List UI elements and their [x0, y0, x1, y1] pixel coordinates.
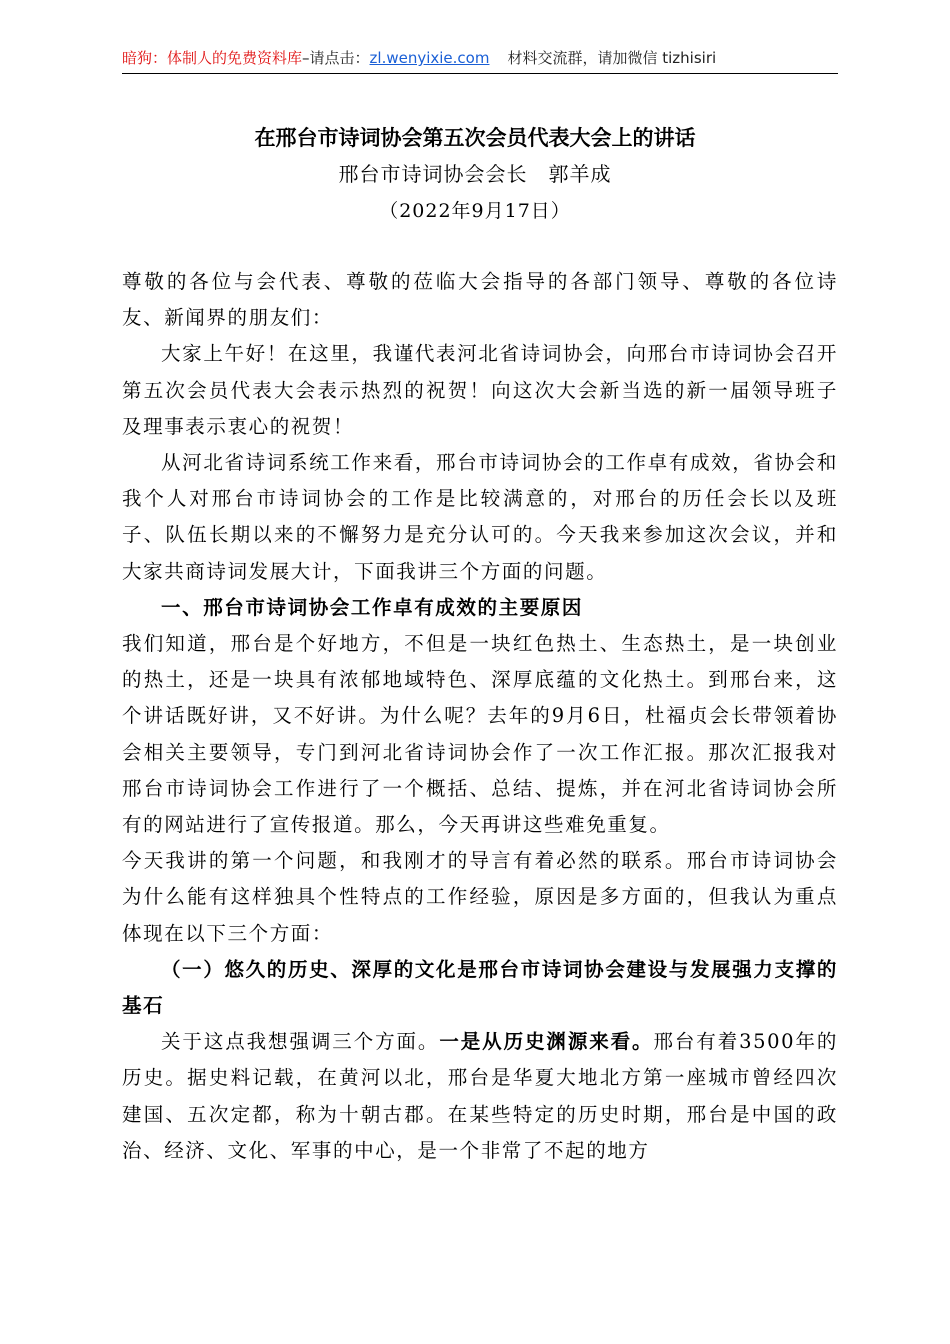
paragraph: 大家上午好！在这里，我谨代表河北省诗词协会，向邢台市诗词协会召开第五次会员代表大会表示热烈的祝贺！向这次大会新当选的新一届领导班子及理事表示衷心的祝贺！ — [122, 342, 838, 438]
paragraph: 今天我讲的第一个问题，和我刚才的导言有着必然的联系。邢台市诗词协会为什么能有这样独具个性特点的工作经验，原因是多方面的，但我认为重点体现在以下三个方面： — [122, 849, 838, 945]
paragraph: 我们知道，邢台是个好地方，不但是一块红色热土、生态热土，是一块创业的热土，还是一块具有浓郁地域特色、深厚底蕴的文化热土。到邢台来，这个讲话既好讲，又不好讲。为什么呢？去年的9月6日，杜福贞会长带领着协会相关主要领导，专门到河北省诗词协会作了一次工作汇报。那次汇报我对邢台市诗词协会工作进行了一个概括、总结、提炼，并在河北省诗词协会所有的网站进行了宣传报道。那么，今天再讲这些难免重复。 — [122, 632, 838, 837]
page-header — [122, 47, 838, 74]
document-title: 在邢台市诗词协会第五次会员代表大会上的讲话 — [254, 125, 696, 150]
document-date: （2022年9月17日） — [379, 200, 571, 222]
header-note: 材料交流群，请加微信 tizhisiri — [507, 49, 717, 67]
salutation: 尊敬的各位与会代表、尊敬的莅临大会指导的各部门领导、尊敬的各位诗友、新闻界的朋友们： — [122, 270, 838, 330]
document-body — [122, 264, 838, 1169]
document-author: 邢台市诗词协会会长 郭羊成 — [338, 162, 612, 186]
section-heading: 一、邢台市诗词协会工作卓有成效的主要原因 — [161, 595, 584, 619]
header-link[interactable]: zl.wenyixie.com — [369, 49, 490, 67]
paragraph-emphasis: 一是从历史渊源来看。 — [439, 1030, 654, 1054]
paragraph-rest: 邢台有着3500年的历史。据史料记载，在黄河以北，邢台是华夏大地北方第一座城市曾经四次建国、五次定都，称为十朝古郡。在某些特定的历史时期，邢台是中国的政治、经济、文化、军事的中心，是一个非常了不起的地方 — [122, 1030, 838, 1162]
paragraph — [122, 1024, 838, 1169]
header-prompt: –请点击： — [302, 49, 370, 67]
paragraph-lead: 关于这点我想强调三个方面。 — [161, 1030, 440, 1054]
paragraph: 从河北省诗词系统工作来看，邢台市诗词协会的工作卓有成效，省协会和我个人对邢台市诗词协会的工作是比较满意的，对邢台的历任会长以及班子、队伍长期以来的不懈努力是充分认可的。今天我来参加这次会议，并和大家共商诗词发展大计，下面我讲三个方面的问题。 — [122, 451, 838, 583]
subsection-heading: （一）悠久的历史、深厚的文化是邢台市诗词协会建设与发展强力支撑的基石 — [122, 957, 838, 1018]
header-brand: 暗狗：体制人的免费资料库 — [122, 49, 303, 67]
